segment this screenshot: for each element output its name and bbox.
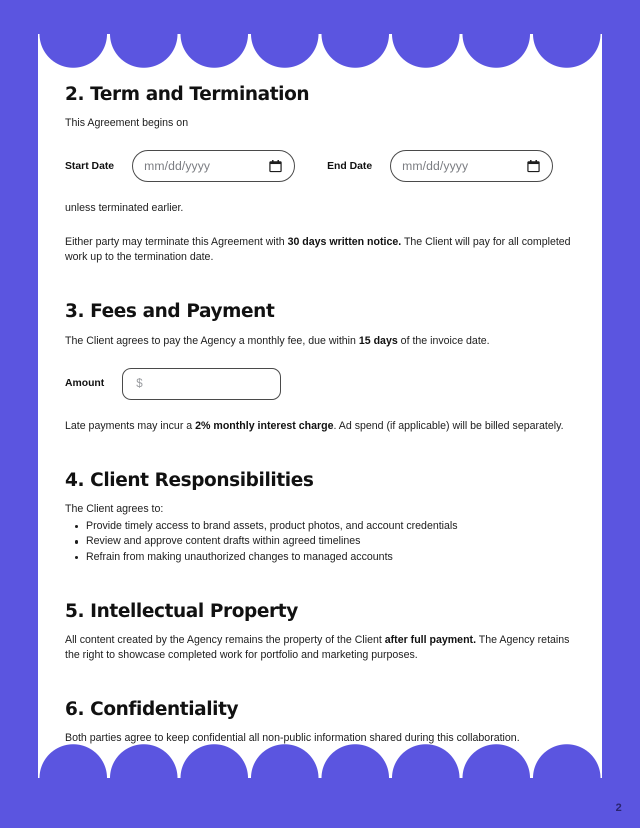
ip-text-a: All content created by the Agency remains the property of the Client <box>65 634 385 647</box>
late-payment-text-c: . Ad spend (if applicable) will be billed separately. <box>333 419 564 432</box>
end-date-placeholder: mm/dd/yyyy <box>402 159 469 174</box>
list-item: Provide timely access to brand assets, product photos, and account credentials <box>86 519 575 534</box>
section-heading-confidentiality: 6. Confidentiality <box>65 699 239 721</box>
scallop-top-decoration <box>38 34 602 68</box>
ip-text-c: The Agency retains the right to showcase completed work for portfolio and marketing purposes. <box>65 634 570 662</box>
interest-charge-emphasis: 2% monthly interest charge <box>195 419 334 432</box>
document-content <box>65 84 575 746</box>
end-date-input[interactable] <box>390 150 553 182</box>
termination-paragraph <box>65 235 575 265</box>
list-item: Review and approve content drafts within agreed timelines <box>86 534 575 549</box>
date-fields-row <box>65 150 575 182</box>
amount-input[interactable] <box>122 368 281 400</box>
late-payment-paragraph <box>65 419 575 434</box>
termination-notice-emphasis: 30 days written notice. <box>287 236 402 249</box>
section-heading-term-and-termination: 2. Term and Termination <box>65 84 310 105</box>
calendar-icon[interactable] <box>269 160 282 173</box>
start-date-label: Start Date <box>65 160 115 172</box>
list-item: Refrain from making unauthorized changes to managed accounts <box>86 550 575 565</box>
amount-label: Amount <box>65 378 105 390</box>
fees-text-a: The Client agrees to pay the Agency a monthly fee, due within <box>65 334 359 347</box>
late-payment-text-a: Late payments may incur a <box>65 419 196 432</box>
fees-days-emphasis: 15 days <box>358 334 398 347</box>
responsibilities-intro: The Client agrees to: <box>65 502 164 515</box>
start-date-input[interactable] <box>132 150 295 182</box>
section-heading-client-responsibilities: 4. Client Responsibilities <box>65 469 314 491</box>
unless-terminated-text: unless terminated earlier. <box>65 202 184 215</box>
section-heading-fees-and-payment: 3. Fees and Payment <box>65 301 275 323</box>
fees-intro-paragraph <box>65 334 575 349</box>
document-card <box>38 34 602 778</box>
section-heading-intellectual-property: 5. Intellectual Property <box>65 600 298 622</box>
page-number: 2 <box>615 802 622 814</box>
start-date-group <box>65 150 295 182</box>
term-intro-text: This Agreement begins on <box>65 117 189 130</box>
scallop-bottom-decoration <box>38 744 602 778</box>
confidentiality-paragraph: Both parties agree to keep confidential all non-public information shared during this collaboration. <box>65 732 520 745</box>
end-date-group <box>327 150 553 182</box>
termination-text-c: The Client will pay for all completed work up to the termination date. <box>65 236 571 264</box>
fees-text-c: of the invoice date. <box>397 334 490 347</box>
responsibilities-list <box>65 519 575 565</box>
amount-placeholder: $ <box>136 377 143 390</box>
end-date-label: End Date <box>327 160 373 172</box>
termination-text-a: Either party may terminate this Agreement with <box>65 236 288 249</box>
amount-field-row <box>65 368 575 400</box>
intellectual-property-paragraph <box>65 633 575 663</box>
full-payment-emphasis: after full payment. <box>384 634 477 647</box>
start-date-placeholder: mm/dd/yyyy <box>144 159 211 174</box>
calendar-icon[interactable] <box>527 160 540 173</box>
